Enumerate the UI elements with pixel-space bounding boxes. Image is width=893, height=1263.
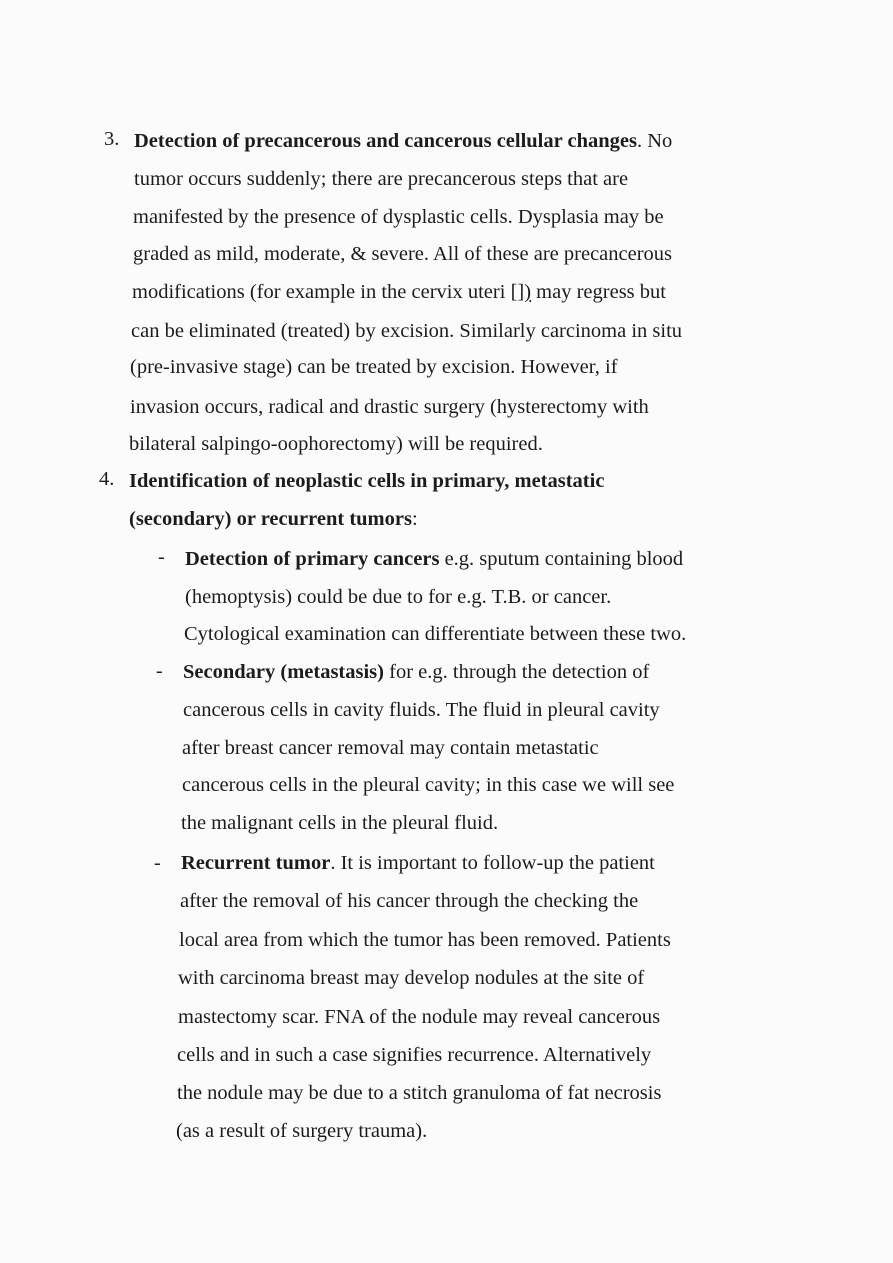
bullet-1-line-2: (hemoptysis) could be due to for e.g. T.B. or cancer.: [185, 586, 612, 608]
bullet-1-line-1: Detection of primary cancers e.g. sputum containing blood: [185, 548, 684, 570]
bullet-2-line-1: Secondary (metastasis) for e.g. through the detection of: [183, 661, 650, 683]
bullet-3-line-6: cells and in such a case signifies recurrence. Alternatively: [177, 1044, 652, 1066]
bullet-1-line-3: Cytological examination can differentiate between these two.: [184, 623, 687, 645]
bullet-2-line-4: cancerous cells in the pleural cavity; in this case we will see: [182, 774, 675, 796]
item-4-heading-line-2: (secondary) or recurrent tumors:: [129, 508, 418, 530]
bullet-dash: -: [158, 546, 165, 568]
bullet-3-line-2: after the removal of his cancer through the checking the: [180, 890, 639, 912]
bullet-2-line-2: cancerous cells in cavity fluids. The fluid in pleural cavity: [183, 699, 660, 721]
bullet-2-line-3: after breast cancer removal may contain metastatic: [182, 737, 599, 759]
item-3-line-7: (pre-invasive stage) can be treated by excision. However, if: [130, 356, 618, 378]
bullet-1-lead: Detection of primary cancers: [185, 548, 440, 570]
bullet-2-lead: Secondary (metastasis): [183, 661, 384, 683]
bullet-3-line-3: local area from which the tumor has been removed. Patients: [179, 929, 671, 951]
item-3-line-8: invasion occurs, radical and drastic surgery (hysterectomy with: [130, 396, 649, 418]
bullet-dash: -: [154, 852, 161, 874]
item-3-line-9: bilateral salpingo-oophorectomy) will be required.: [129, 433, 543, 455]
bullet-3-lead: Recurrent tumor: [181, 852, 331, 874]
item-3-line-1: Detection of precancerous and cancerous cellular changes. No: [134, 130, 673, 152]
bullet-3-line-1: Recurrent tumor. It is important to follow-up the patient: [181, 852, 655, 874]
bullet-3-line-4: with carcinoma breast may develop nodules at the site of: [178, 967, 645, 989]
bullet-3-line-7: the nodule may be due to a stitch granuloma of fat necrosis: [177, 1082, 662, 1104]
bullet-dash: -: [156, 660, 163, 682]
bullet-3-line-8: (as a result of surgery trauma).: [176, 1120, 428, 1142]
item-3-line-6: can be eliminated (treated) by excision. Similarly carcinoma in situ: [131, 320, 683, 342]
item-3-line-2: tumor occurs suddenly; there are precancerous steps that are: [134, 168, 629, 190]
item-number: 4.: [99, 468, 115, 490]
item-3-heading: Detection of precancerous and cancerous cellular changes: [134, 130, 637, 152]
placeholder-bracket: []): [510, 281, 532, 303]
item-number: 3.: [104, 128, 120, 150]
item-3-line-4: graded as mild, moderate, & severe. All of these are precancerous: [133, 243, 673, 265]
item-3-line-5: modifications (for example in the cervix uteri []) may regress but: [132, 281, 666, 303]
item-4-heading-line-1: Identification of neoplastic cells in primary, metastatic: [129, 470, 605, 492]
bullet-2-line-5: the malignant cells in the pleural fluid.: [181, 812, 499, 834]
item-3-line-3: manifested by the presence of dysplastic cells. Dysplasia may be: [133, 206, 664, 228]
bullet-3-line-5: mastectomy scar. FNA of the nodule may reveal cancerous: [178, 1006, 661, 1028]
